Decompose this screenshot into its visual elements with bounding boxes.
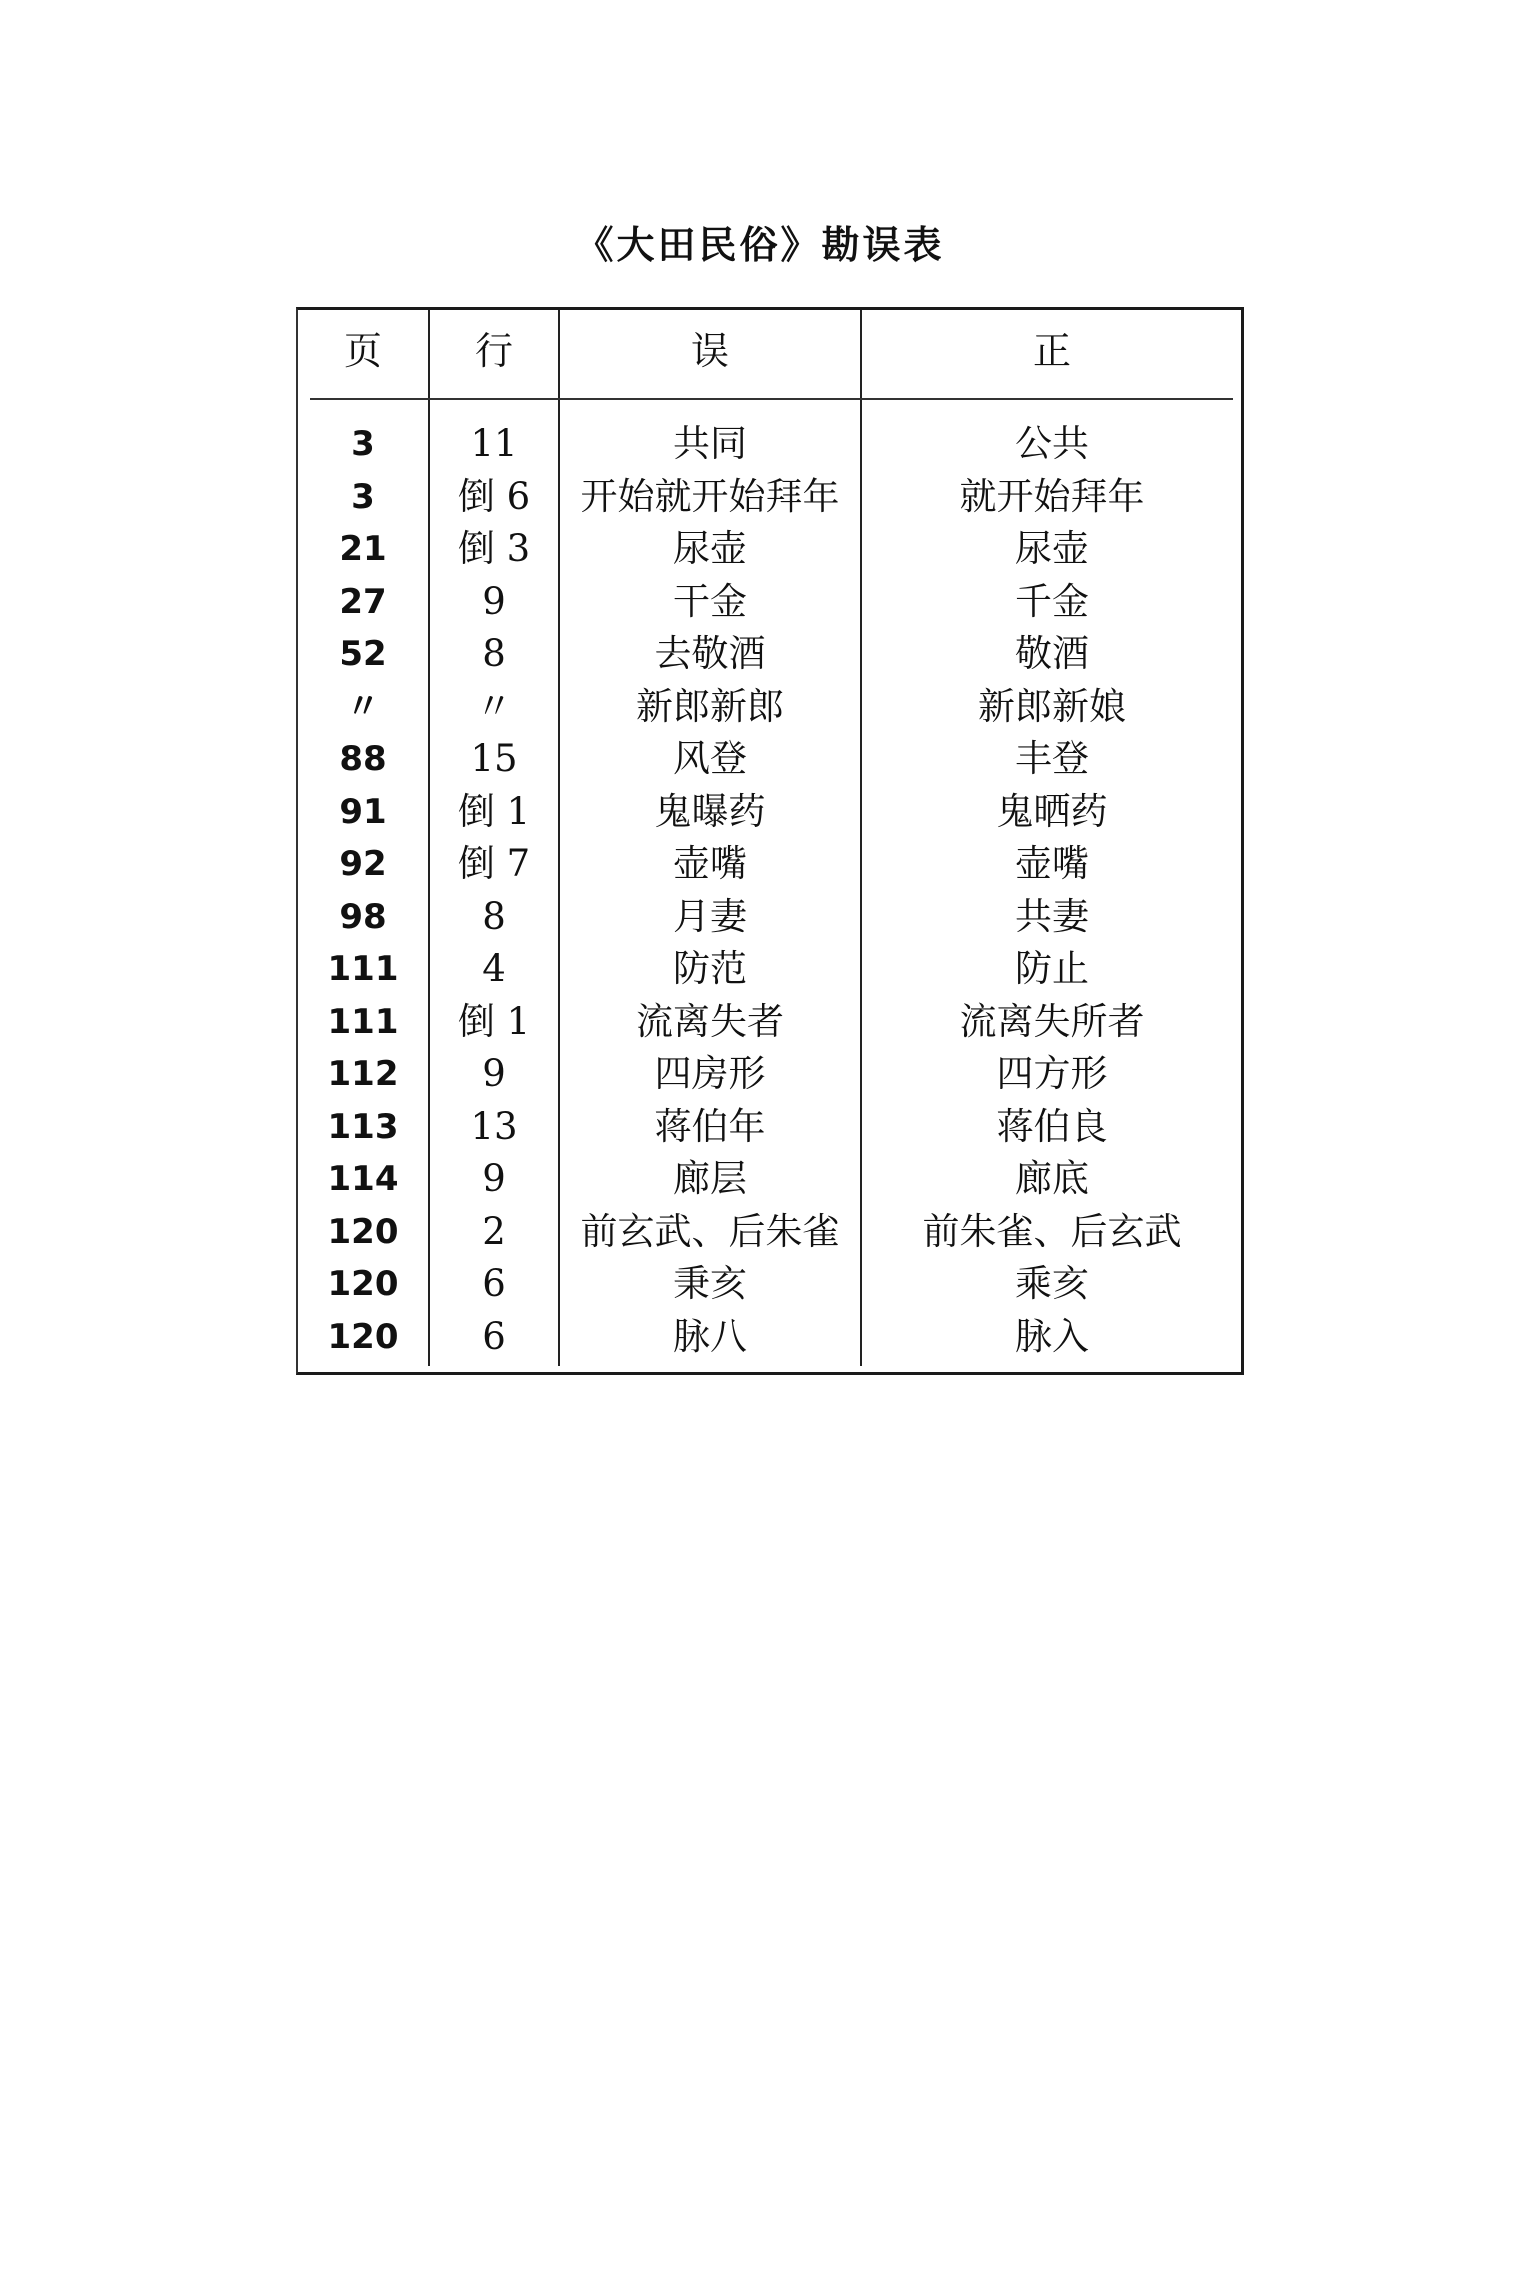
cell-page: 3 bbox=[351, 424, 375, 464]
header-page: 页 bbox=[343, 329, 382, 373]
table-row bbox=[298, 1258, 1241, 1311]
table-row bbox=[298, 1048, 1241, 1101]
cell-page: 114 bbox=[327, 1159, 399, 1199]
cell-wrong: 前玄武、后朱雀 bbox=[580, 1209, 840, 1253]
cell-page: 21 bbox=[339, 529, 387, 569]
cell-correct: 廊底 bbox=[1015, 1157, 1089, 1200]
header-rule bbox=[310, 398, 1233, 400]
page-title: 《大田民俗》勘误表 bbox=[575, 223, 945, 267]
cell-correct: 公共 bbox=[1015, 422, 1089, 465]
cell-line: 8 bbox=[482, 894, 506, 938]
cell-wrong: 防范 bbox=[673, 947, 747, 990]
cell-wrong: 尿壶 bbox=[673, 527, 747, 570]
table-row bbox=[298, 1311, 1241, 1364]
table-row bbox=[298, 733, 1241, 786]
cell-line: 4 bbox=[482, 947, 506, 990]
cell-wrong: 秉亥 bbox=[673, 1262, 747, 1305]
cell-page: 120 bbox=[327, 1264, 399, 1304]
cell-page: 120 bbox=[327, 1316, 399, 1357]
cell-wrong: 开始就开始拜年 bbox=[580, 474, 840, 518]
header-line: 行 bbox=[474, 329, 513, 373]
cell-line: 倒 6 bbox=[457, 474, 531, 518]
errata-table bbox=[296, 307, 1244, 1375]
cell-correct: 千金 bbox=[1015, 579, 1089, 623]
table-row bbox=[298, 576, 1241, 629]
cell-wrong: 共同 bbox=[673, 422, 747, 465]
cell-line: 9 bbox=[482, 579, 506, 623]
cell-correct: 脉入 bbox=[1015, 1314, 1089, 1358]
cell-line: 13 bbox=[470, 1104, 518, 1148]
cell-page: 98 bbox=[339, 896, 387, 937]
cell-wrong: 去敬酒 bbox=[654, 632, 766, 675]
header-correct: 正 bbox=[1032, 329, 1071, 373]
cell-correct: 乘亥 bbox=[1015, 1262, 1089, 1305]
cell-line: 倒 7 bbox=[457, 842, 531, 885]
table-row bbox=[298, 681, 1241, 734]
cell-line: 倒 1 bbox=[457, 999, 531, 1043]
table-row bbox=[298, 523, 1241, 576]
cell-page: 112 bbox=[327, 1054, 399, 1094]
table-row bbox=[298, 943, 1241, 996]
cell-wrong: 新郎新郎 bbox=[636, 684, 784, 728]
cell-correct: 丰登 bbox=[1015, 737, 1089, 780]
cell-page: 120 bbox=[327, 1211, 399, 1252]
table-row bbox=[298, 838, 1241, 891]
cell-correct: 蒋伯良 bbox=[996, 1104, 1108, 1148]
table-row bbox=[298, 1206, 1241, 1259]
cell-line: 倒 1 bbox=[457, 789, 531, 833]
cell-correct: 敬酒 bbox=[1015, 632, 1089, 675]
cell-line: 6 bbox=[482, 1262, 506, 1305]
cell-wrong: 干金 bbox=[673, 579, 747, 623]
cell-page: 3 bbox=[351, 476, 375, 517]
cell-correct: 新郎新娘 bbox=[978, 684, 1126, 728]
cell-line: 2 bbox=[482, 1209, 506, 1253]
header-wrong: 误 bbox=[690, 329, 729, 373]
cell-page: 52 bbox=[339, 634, 387, 674]
cell-line: 6 bbox=[482, 1314, 506, 1358]
cell-wrong: 壶嘴 bbox=[673, 842, 747, 885]
cell-line: 9 bbox=[482, 1052, 506, 1095]
cell-wrong: 四房形 bbox=[654, 1052, 766, 1095]
table-row bbox=[298, 1101, 1241, 1154]
cell-wrong: 月妻 bbox=[673, 894, 747, 938]
cell-line: 11 bbox=[470, 422, 518, 465]
table-row bbox=[298, 628, 1241, 681]
cell-page: 27 bbox=[339, 581, 387, 622]
cell-page: 111 bbox=[327, 949, 399, 989]
cell-correct: 防止 bbox=[1015, 947, 1089, 990]
cell-line: 15 bbox=[470, 737, 518, 780]
table-row bbox=[298, 891, 1241, 944]
cell-page: 111 bbox=[327, 1001, 399, 1042]
cell-line: 倒 3 bbox=[457, 527, 531, 570]
cell-page: 〃 bbox=[346, 686, 380, 727]
cell-line: 8 bbox=[482, 632, 506, 675]
cell-page: 113 bbox=[327, 1106, 399, 1147]
cell-wrong: 廊层 bbox=[673, 1157, 747, 1200]
cell-page: 88 bbox=[339, 739, 387, 779]
cell-correct: 就开始拜年 bbox=[959, 474, 1145, 518]
table-row bbox=[298, 996, 1241, 1049]
cell-wrong: 风登 bbox=[673, 737, 747, 780]
cell-correct: 四方形 bbox=[996, 1052, 1108, 1095]
table-row bbox=[298, 471, 1241, 524]
cell-correct: 前朱雀、后玄武 bbox=[922, 1209, 1182, 1253]
cell-wrong: 脉八 bbox=[673, 1314, 747, 1358]
cell-wrong: 鬼曝药 bbox=[654, 789, 766, 833]
table-row bbox=[298, 418, 1241, 471]
cell-correct: 壶嘴 bbox=[1015, 842, 1089, 885]
cell-wrong: 流离失者 bbox=[636, 999, 784, 1043]
cell-line: 9 bbox=[482, 1157, 506, 1200]
cell-correct: 鬼晒药 bbox=[996, 789, 1108, 833]
cell-page: 92 bbox=[339, 844, 387, 884]
cell-correct: 流离失所者 bbox=[959, 999, 1145, 1043]
table-header bbox=[298, 310, 1241, 402]
cell-wrong: 蒋伯年 bbox=[654, 1104, 766, 1148]
cell-correct: 尿壶 bbox=[1015, 527, 1089, 570]
cell-correct: 共妻 bbox=[1015, 894, 1089, 938]
table-row bbox=[298, 786, 1241, 839]
table-row bbox=[298, 1153, 1241, 1206]
cell-line: 〃 bbox=[475, 684, 513, 728]
cell-page: 91 bbox=[339, 791, 387, 832]
